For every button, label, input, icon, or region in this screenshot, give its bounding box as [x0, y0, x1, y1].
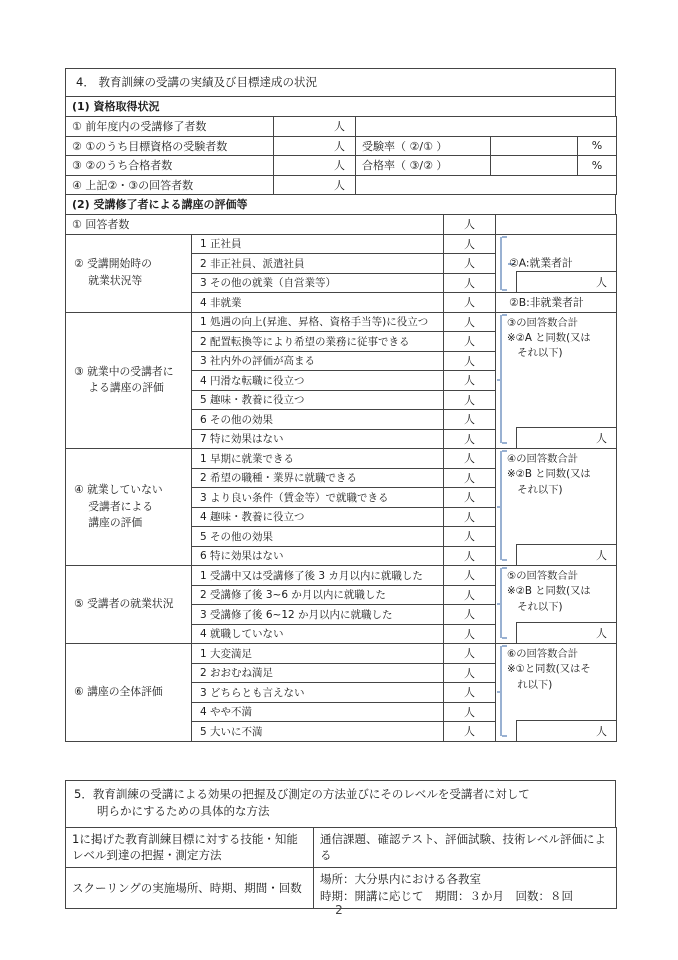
- unemployed-total-note-cell: ②B:非就業者計: [496, 293, 617, 313]
- note-text: ⑤の回答数合計 ※②B と同数(又は それ以下): [507, 570, 591, 613]
- category-cell: [66, 566, 192, 644]
- unit-label: 人: [596, 724, 608, 738]
- item-label: 3 どちらとも言えない: [192, 683, 444, 703]
- item-label: 1 処遇の向上(昇進、昇格、資格手当等)に役立つ: [192, 312, 444, 332]
- qualification-table: [65, 116, 617, 195]
- item-label: 2 希望の職種・業界に就職できる: [192, 468, 444, 488]
- count-unit-cell: 人: [444, 702, 496, 722]
- category-line: 講座の評価: [74, 516, 143, 530]
- count-unit-cell: 人: [274, 136, 356, 156]
- method-value: 通信課題、確認テスト、評価試験、技術レベル評価による: [314, 827, 617, 867]
- count-unit-cell: 人: [444, 605, 496, 625]
- category-line: ⑤ 受講者の就業状況: [74, 597, 174, 611]
- title-line: 明らかにするための具体的な方法: [74, 804, 270, 819]
- brace-icon: [500, 237, 508, 291]
- count-unit-cell: 人: [444, 371, 496, 391]
- row-label: ① 前年度内の受講修了者数: [66, 117, 274, 137]
- title-line: 5．教育訓練の受講による効果の把握及び測定の方法並びにそのレベルを受講者に対して: [74, 787, 530, 801]
- count-unit-cell: 人: [444, 429, 496, 449]
- item-label: 6 特に効果はない: [192, 546, 444, 566]
- category-line: ② 受講開始時の: [74, 257, 152, 271]
- category-line: 就業状況等: [74, 274, 143, 287]
- table-row: [66, 234, 617, 254]
- unit-label: 人: [596, 276, 608, 289]
- group5-note-cell: [496, 566, 617, 644]
- count-unit-cell: 人: [444, 624, 496, 644]
- note-text: ③の回答数合計 ※②A と同数(又は それ以下): [507, 316, 591, 360]
- sum-box: [516, 720, 616, 741]
- item-label: 3 その他の就業（自営業等）: [192, 273, 444, 293]
- item-label: 4 就職していない: [192, 624, 444, 644]
- respondents-label: ① 回答者数: [66, 215, 444, 235]
- evaluation-table: [65, 214, 617, 742]
- group4-note-cell: [496, 449, 617, 566]
- item-label: 4 円滑な転職に役立つ: [192, 371, 444, 391]
- sum-box: [516, 271, 616, 292]
- count-unit-cell: 人: [274, 156, 356, 176]
- item-label: 6 その他の効果: [192, 410, 444, 430]
- count-unit-cell: 人: [444, 566, 496, 586]
- count-unit-cell: 人: [274, 117, 356, 137]
- unit-label: 人: [596, 432, 608, 445]
- item-label: 5 その他の効果: [192, 527, 444, 547]
- blank-cell: [496, 215, 617, 235]
- count-unit-cell: 人: [274, 175, 356, 195]
- item-label: 1 大変満足: [192, 644, 444, 664]
- count-unit-cell: 人: [444, 527, 496, 547]
- count-unit-cell: 人: [444, 390, 496, 410]
- training-results-table: [65, 68, 616, 742]
- count-unit-cell: 人: [444, 273, 496, 293]
- note-text: ④の回答数合計 ※②B と同数(又は それ以下): [507, 453, 591, 496]
- item-label: 5 趣味・教養に役立つ: [192, 390, 444, 410]
- item-label: 2 受講修了後 3~6 か月以内に就職した: [192, 585, 444, 605]
- group6-note-cell: [496, 644, 617, 742]
- item-label: 2 おおむね満足: [192, 663, 444, 683]
- blank-cell: [356, 117, 617, 137]
- value-line: 時期：開講に応じて 期間：３か月 回数：８回: [320, 888, 573, 903]
- note-label: ②A:就業者計: [509, 256, 573, 270]
- category-line: 受講者による: [74, 499, 154, 513]
- item-label: 2 非正社員、派遣社員: [192, 254, 444, 274]
- value-line: 場所：大分県内における各教室: [320, 872, 481, 887]
- category-cell: [66, 312, 192, 449]
- row-label: ④ 上記②・③の回答者数: [66, 175, 274, 195]
- measurement-method-table: [65, 780, 616, 909]
- table-row: [66, 827, 617, 867]
- group3-note-cell: [496, 312, 617, 449]
- table-row: [66, 312, 617, 332]
- table-row: [66, 449, 617, 469]
- table-row: [66, 156, 617, 176]
- item-label: 2 配置転換等により希望の業務に従事できる: [192, 332, 444, 352]
- count-unit-cell: 人: [444, 293, 496, 313]
- item-label: 4 趣味・教養に役立つ: [192, 507, 444, 527]
- item-label: 3 社内外の評価が高まる: [192, 351, 444, 371]
- row-label: ② ①のうち目標資格の受験者数: [66, 136, 274, 156]
- table-row: [66, 215, 617, 235]
- sum-box: [516, 544, 616, 565]
- category-line: よる講座の評価: [74, 381, 164, 395]
- table-row: [66, 644, 617, 664]
- rate-value-cell: [491, 156, 578, 176]
- item-label: 5 大いに不満: [192, 722, 444, 742]
- count-unit-cell: 人: [444, 507, 496, 527]
- count-unit-cell: 人: [444, 683, 496, 703]
- category-cell: [66, 234, 192, 312]
- count-unit-cell: 人: [444, 351, 496, 371]
- section4-title: 4． 教育訓練の受講の実績及び目標達成の状況: [65, 68, 616, 97]
- employed-total-note-cell: [496, 234, 617, 293]
- qualification-header: (1) 資格取得状況: [65, 96, 616, 117]
- item-label: 1 正社員: [192, 234, 444, 254]
- evaluation-header: (2) 受講修了者による講座の評価等: [65, 194, 616, 215]
- rate-label: 受験率（ ②/① ）: [356, 136, 491, 156]
- category-line: ③ 就業中の受講者に: [74, 364, 174, 378]
- percent-unit-cell: %: [578, 156, 617, 176]
- count-unit-cell: 人: [444, 234, 496, 254]
- item-label: 1 受講中又は受講修了後 3 カ月以内に就職した: [192, 566, 444, 586]
- section5-rows: [65, 827, 617, 909]
- count-unit-cell: 人: [444, 215, 496, 235]
- sum-box: [516, 622, 616, 643]
- category-cell: [66, 644, 192, 742]
- category-cell: [66, 449, 192, 566]
- rate-label: 合格率（ ③/② ）: [356, 156, 491, 176]
- item-label: 3 より良い条件（賃金等）で就職できる: [192, 488, 444, 508]
- percent-unit-cell: %: [578, 136, 617, 156]
- category-line: ⑥ 講座の全体評価: [74, 684, 163, 698]
- count-unit-cell: 人: [444, 449, 496, 469]
- row-label: ③ ②のうち合格者数: [66, 156, 274, 176]
- count-unit-cell: 人: [444, 722, 496, 742]
- schooling-label: スクーリングの実施場所、時期、期間・回数: [66, 867, 314, 908]
- count-unit-cell: 人: [444, 644, 496, 664]
- item-label: 7 特に効果はない: [192, 429, 444, 449]
- count-unit-cell: 人: [444, 585, 496, 605]
- note-text: ⑥の回答数合計 ※①と同数(又はそ れ以下): [507, 648, 591, 691]
- item-label: 4 非就業: [192, 293, 444, 313]
- table-row: [66, 136, 617, 156]
- table-row: [66, 566, 617, 586]
- count-unit-cell: 人: [444, 468, 496, 488]
- unit-label: 人: [596, 627, 608, 640]
- page-number: 2: [335, 903, 343, 917]
- item-label: 4 やや不満: [192, 702, 444, 722]
- section5-title: [65, 780, 616, 828]
- count-unit-cell: 人: [444, 546, 496, 566]
- count-unit-cell: 人: [444, 410, 496, 430]
- table-row: [66, 175, 617, 195]
- count-unit-cell: 人: [444, 312, 496, 332]
- method-label: 1に掲げた教育訓練目標に対する技能・知能レベル到達の把握・測定方法: [66, 827, 314, 867]
- item-label: 3 受講修了後 6~12 か月以内に就職した: [192, 605, 444, 625]
- count-unit-cell: 人: [444, 254, 496, 274]
- sum-box: [516, 427, 616, 448]
- count-unit-cell: 人: [444, 332, 496, 352]
- rate-value-cell: [491, 136, 578, 156]
- category-line: ④ 就業していない: [74, 482, 163, 496]
- count-unit-cell: 人: [444, 488, 496, 508]
- count-unit-cell: 人: [444, 663, 496, 683]
- unit-label: 人: [596, 549, 608, 562]
- item-label: 1 早期に就業できる: [192, 449, 444, 469]
- blank-cell: [356, 175, 617, 195]
- table-row: [66, 117, 617, 137]
